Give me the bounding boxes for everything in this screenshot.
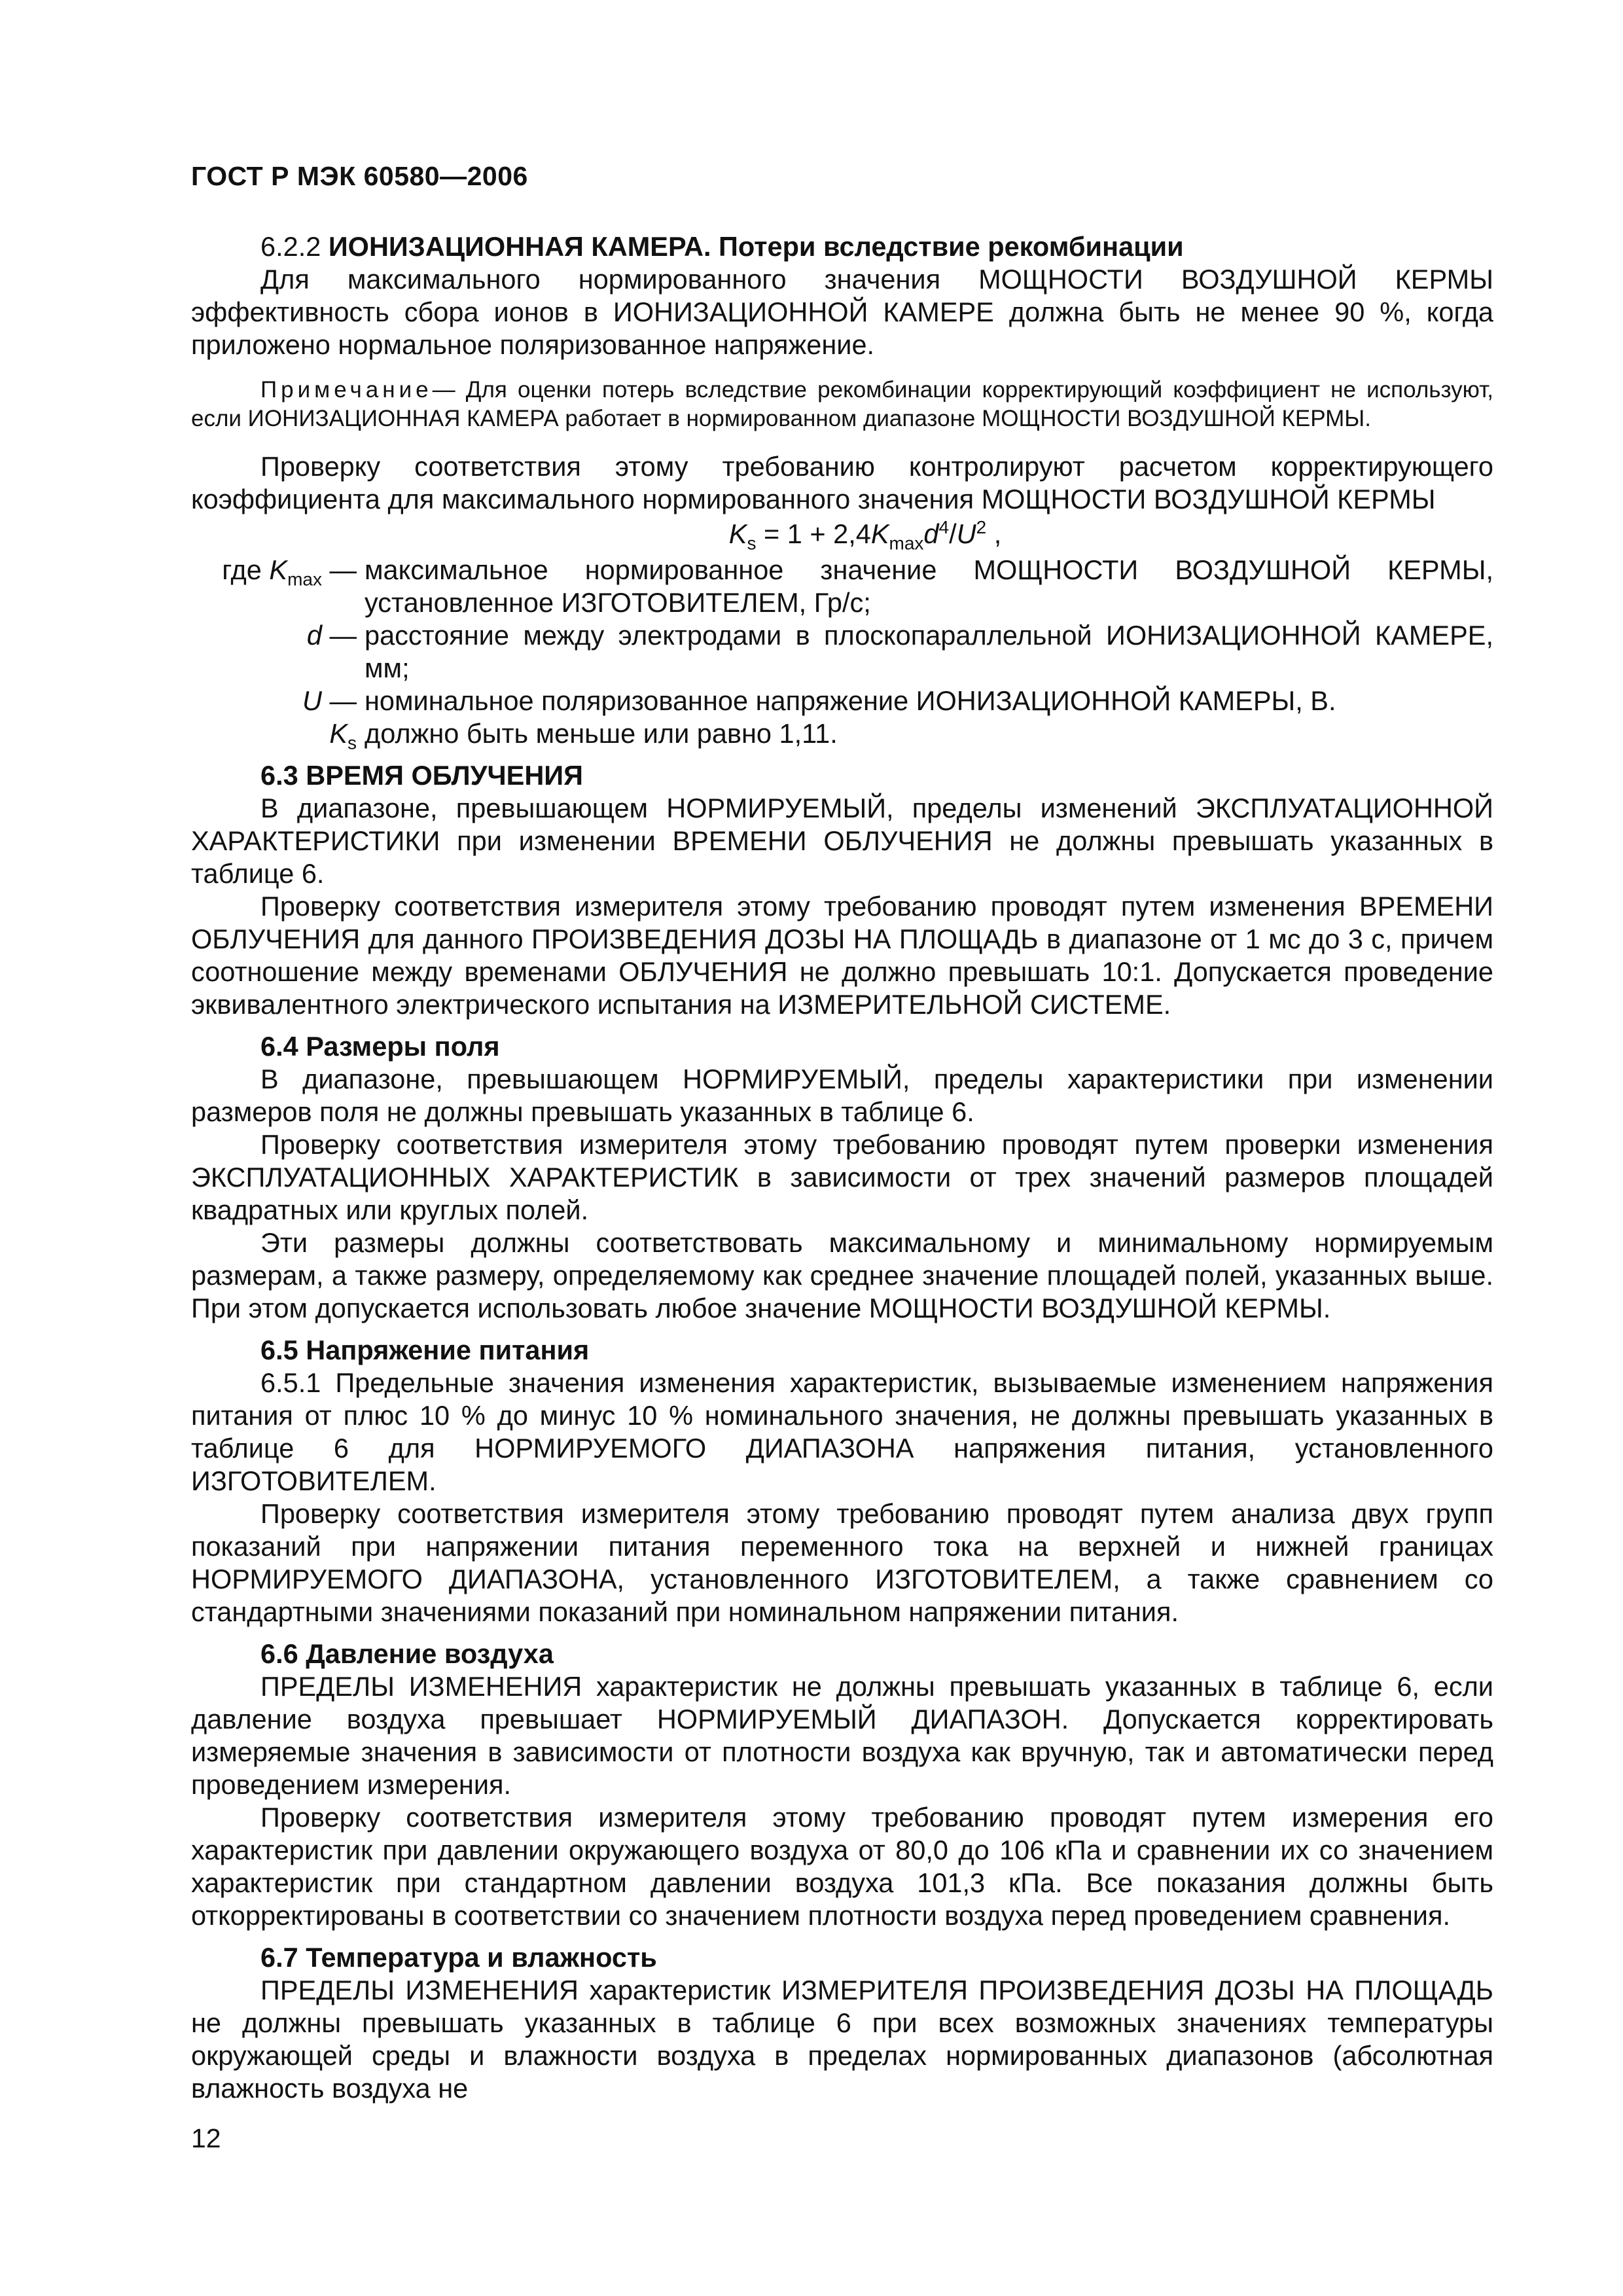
- where-word: где: [222, 554, 262, 585]
- formula-text: = 1 + 2,4: [756, 518, 871, 549]
- paragraph: Проверку соответствия измерителя этому требованию проводят путем изменения ВРЕМЕНИ ОБЛУЧЕНИЯ для данного ПРОИЗВЕДЕНИЯ ДОЗЫ НА ПЛОЩАДЬ в диапазоне от 1 мс до 3 с, причем соотношение между временами ОБЛУЧЕНИЯ не должно превышать 10:1. Допускается проведение эквивалентного электрического испытания на ИЗМЕРИТЕЛЬНОЙ СИСТЕМЕ.: [191, 891, 1493, 1020]
- formula-symbol: U: [956, 518, 976, 549]
- formula-text: /: [949, 518, 957, 549]
- paragraph: Эти размеры должны соответствовать максимальному и минимальному нормируемым размерам, а также размеру, определяемому как среднее значение площадей полей, указанных выше. При этом допускается использовать любое значение МОЩНОСТИ ВОЗДУШНОЙ КЕРМЫ.: [191, 1227, 1493, 1323]
- formula-subscript: max: [889, 533, 924, 554]
- where-description: максимальное нормированное значение МОЩНОСТИ ВОЗДУШНОЙ КЕРМЫ, установленное ИЗГОТОВИТЕЛЕМ, Гр/с;: [365, 554, 1493, 618]
- section-number: 6.2.2: [260, 231, 321, 262]
- section-6-6-heading: 6.6 Давление воздуха: [260, 1638, 554, 1669]
- paragraph: Проверку соответствия этому требованию контролируют расчетом корректирующего коэффициента для максимального нормированного значения МОЩНОСТИ ВОЗДУШНОЙ КЕРМЫ: [191, 451, 1493, 514]
- section-6-5-heading: 6.5 Напряжение питания: [260, 1335, 590, 1365]
- paragraph: ПРЕДЕЛЫ ИЗМЕНЕНИЯ характеристик ИЗМЕРИТЕЛЯ ПРОИЗВЕДЕНИЯ ДОЗЫ НА ПЛОЩАДЬ не должны превышать указанных в таблице 6 при всех возможных значениях температуры окружающей среды и влажности воздуха в пределах нормированных диапазонов (абсолютная влажность воздуха не: [191, 1975, 1493, 2104]
- section-6-3-heading: 6.3 ВРЕМЯ ОБЛУЧЕНИЯ: [260, 760, 583, 791]
- page-number: 12: [191, 2123, 221, 2153]
- paragraph: ПРЕДЕЛЫ ИЗМЕНЕНИЯ характеристик не должны превышать указанных в таблице 6, если давление воздуха превышает НОРМИРУЕМЫЙ ДИАПАЗОН. Допускается корректировать измеряемые значения в зависимости от плотности воздуха как вручную, так и автоматически перед проведением измерения.: [191, 1671, 1493, 1800]
- where-subscript: s: [348, 732, 357, 753]
- formula-symbol: K: [728, 518, 747, 549]
- formula-symbol: K: [870, 518, 889, 549]
- where-dash: —: [321, 685, 357, 716]
- section-6-7-heading: 6.7 Температура и влажность: [260, 1942, 657, 1973]
- formula: [191, 517, 1493, 554]
- where-list: [191, 554, 1493, 753]
- where-term: [191, 619, 365, 685]
- where-term: [191, 554, 365, 619]
- paragraph: Проверку соответствия измерителя этому требованию проводят путем анализа двух групп показаний при напряжении питания переменного тока на верхней и нижней границах НОРМИРУЕМОГО ДИАПАЗОНА, установленного ИЗГОТОВИТЕЛЕМ, а также сравнением со стандартными значениями показаний при номинальном напряжении питания.: [191, 1498, 1493, 1627]
- where-symbol: K: [329, 718, 348, 749]
- section-6-4-heading: 6.4 Размеры поля: [260, 1031, 500, 1062]
- paragraph: Для максимального нормированного значения МОЩНОСТИ ВОЗДУШНОЙ КЕРМЫ эффективность сбора ионов в ИОНИЗАЦИОННОЙ КАМЕРЕ должна быть не менее 90 %, когда приложено нормальное поляризованное напряжение.: [191, 264, 1493, 360]
- document-header: ГОСТ Р МЭК 60580—2006: [191, 161, 528, 191]
- formula-exponent: 2: [976, 517, 987, 538]
- page-content: [191, 230, 1493, 2105]
- paragraph: 6.5.1 Предельные значения изменения характеристик, вызываемые изменением напряжения питания от плюс 10 % до минус 10 % номинального значения, не должны превышать указанных в таблице 6 для НОРМИРУЕМОГО ДИАПАЗОНА напряжения питания, установленного ИЗГОТОВИТЕЛЕМ.: [191, 1367, 1493, 1496]
- where-description: номинальное поляризованное напряжение ИОНИЗАЦИОННОЙ КАМЕРЫ, В.: [365, 685, 1336, 716]
- formula-subscript: s: [747, 533, 757, 554]
- paragraph: В диапазоне, превышающем НОРМИРУЕМЫЙ, пределы изменений ЭКСПЛУАТАЦИОННОЙ ХАРАКТЕРИСТИКИ при изменении ВРЕМЕНИ ОБЛУЧЕНИЯ не должны превышать указанных в таблице 6.: [191, 793, 1493, 889]
- formula-text: ,: [986, 518, 1002, 549]
- where-description: должно быть меньше или равно 1,11.: [365, 718, 838, 749]
- where-symbol: d: [306, 620, 322, 651]
- paragraph: Проверку соответствия измерителя этому требованию проводят путем проверки изменения ЭКСПЛУАТАЦИОННЫХ ХАРАКТЕРИСТИК в зависимости от трех значений размеров площадей квадратных или круглых полей.: [191, 1129, 1493, 1225]
- note-label: Примечание: [260, 377, 433, 403]
- paragraph: Проверку соответствия измерителя этому требованию проводят путем измерения его характеристик при давлении окружающего воздуха от 80,0 до 106 кПа и сравнении их со значением характеристик при стандартном давлении воздуха 101,3 кПа. Все показания должны быть откорректированы в соответствии со значением плотности воздуха перед проведением сравнения.: [191, 1802, 1493, 1931]
- section-6-2-2-heading: [191, 230, 1493, 263]
- note: [191, 376, 1493, 433]
- where-dash: —: [321, 554, 357, 585]
- section-title: ИОНИЗАЦИОННАЯ КАМЕРА. Потери вследствие рекомбинации: [328, 231, 1184, 262]
- paragraph: В диапазоне, превышающем НОРМИРУЕМЫЙ, пределы характеристики при изменении размеров поля не должны превышать указанных в таблице 6.: [191, 1064, 1493, 1127]
- where-dash: —: [321, 620, 357, 651]
- formula-exponent: 4: [938, 517, 950, 538]
- where-symbol: K: [269, 554, 288, 585]
- where-description: расстояние между электродами в плоскопараллельной ИОНИЗАЦИОННОЙ КАМЕРЕ, мм;: [365, 620, 1493, 683]
- where-symbol: U: [302, 685, 322, 716]
- note-text: — Для оценки потерь вследствие рекомбинации корректирующий коэффициент не используют, если ИОНИЗАЦИОННАЯ КАМЕРА работает в нормированном диапазоне МОЩНОСТИ ВОЗДУШНОЙ КЕРМЫ.: [191, 377, 1493, 431]
- where-subscript: max: [287, 569, 322, 590]
- where-term: [191, 685, 365, 717]
- formula-symbol: d: [923, 518, 939, 549]
- where-term: [191, 717, 365, 753]
